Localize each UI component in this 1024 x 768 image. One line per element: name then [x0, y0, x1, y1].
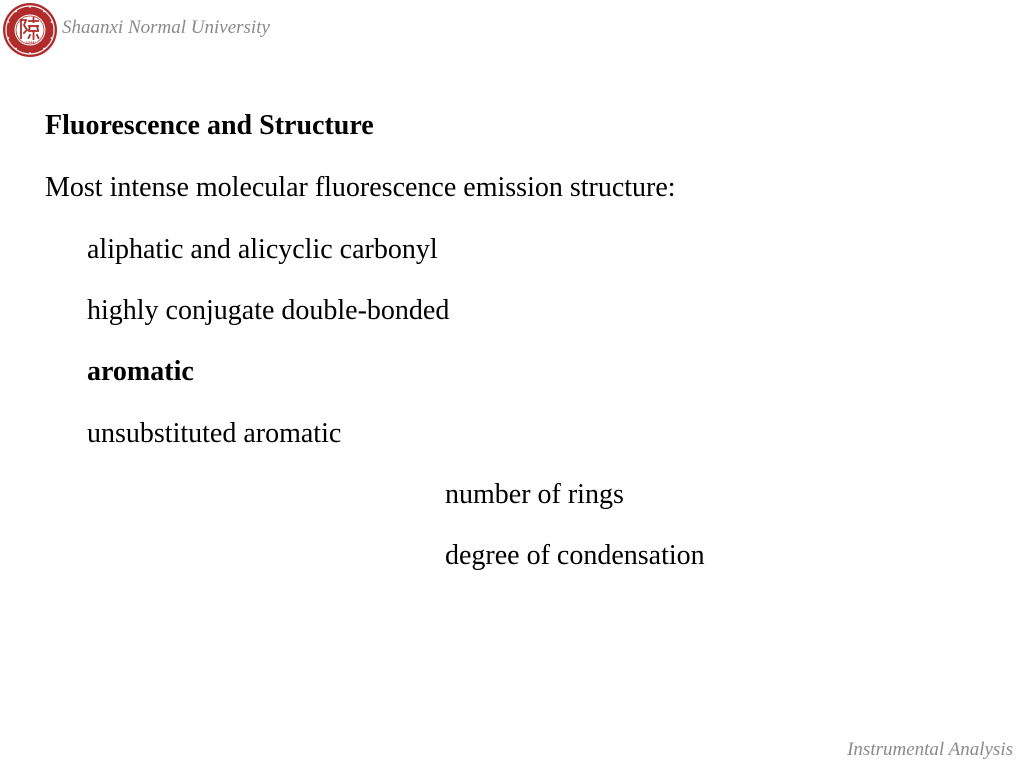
sub-list-item: degree of condensation [445, 540, 705, 571]
sub-list-item: number of rings [445, 479, 624, 510]
slide-title: Fluorescence and Structure [45, 110, 374, 141]
list-item: highly conjugate double-bonded [87, 295, 450, 326]
svg-text:1944: 1944 [25, 39, 35, 45]
course-name: Instrumental Analysis [847, 739, 1013, 760]
university-name: Shaanxi Normal University [62, 17, 270, 38]
list-item: unsubstituted aromatic [87, 418, 342, 449]
list-item: aliphatic and alicyclic carbonyl [87, 234, 438, 265]
university-seal-icon [2, 2, 58, 58]
slide-header [0, 0, 400, 60]
intro-text: Most intense molecular fluorescence emission structure: [45, 172, 676, 203]
list-item: aromatic [87, 356, 194, 387]
